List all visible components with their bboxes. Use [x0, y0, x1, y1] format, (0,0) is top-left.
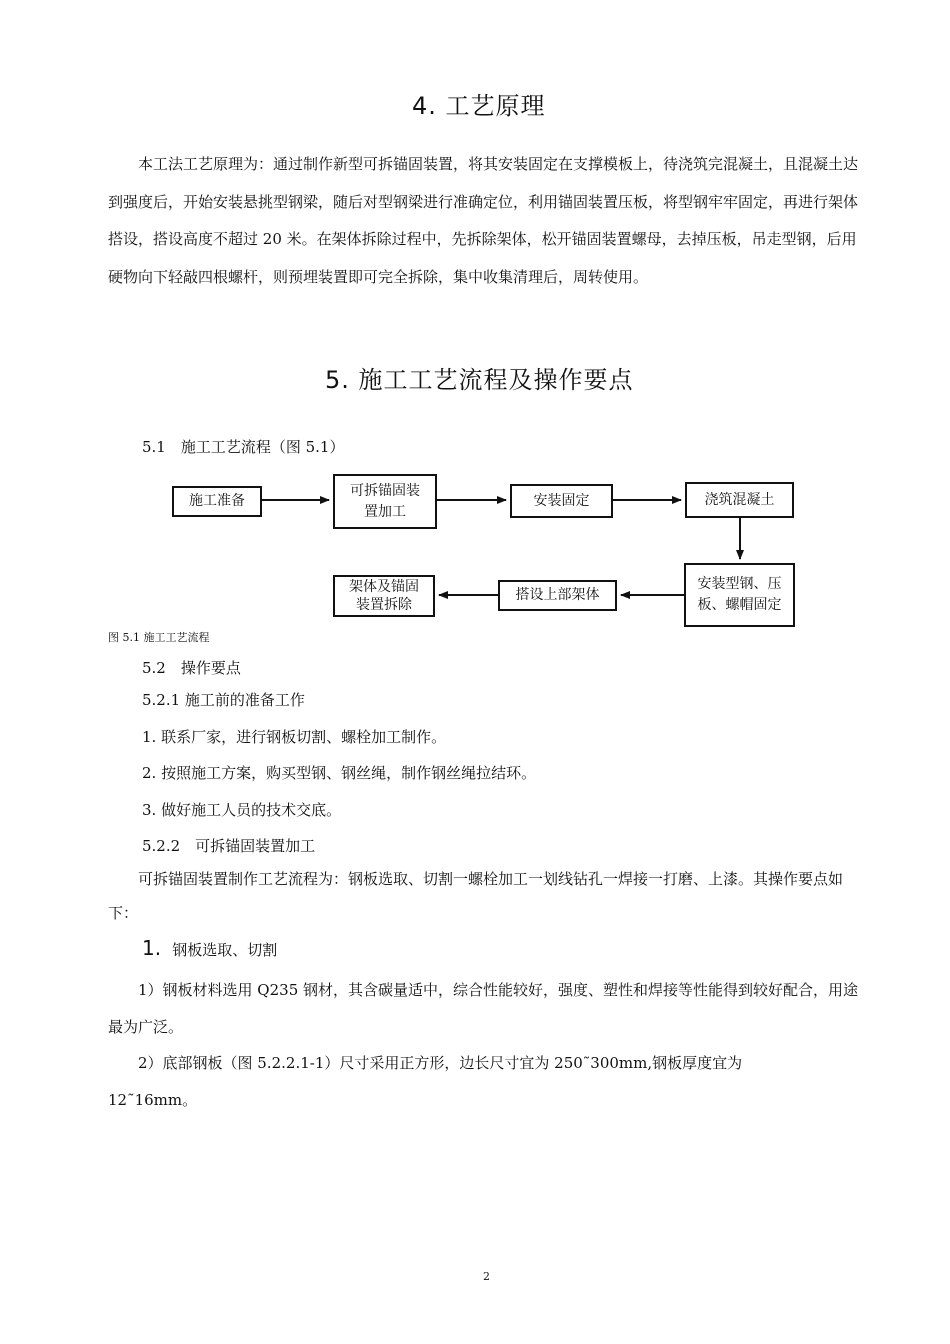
- section-4-title: 4. 工艺原理: [412, 92, 546, 120]
- flow-step-7: [333, 575, 435, 617]
- point-2-paragraph: 2）底部钢板（图 5.2.2.1-1）尺寸采用正方形，边长尺寸宜为 250˜300mm,钢板厚度宜为 12˜16mm。: [108, 1054, 743, 1109]
- subsection-5-2-2-heading: 5.2.2 可拆锚固装置加工: [142, 837, 316, 855]
- page-number: 2: [483, 1270, 490, 1283]
- item-1-heading: [142, 936, 277, 960]
- flow-step-6: 搭设上部架体: [498, 580, 617, 611]
- prep-item-2: 2. 按照施工方案，购买型钢、钢丝绳，制作钢丝绳拉结环。: [142, 764, 537, 782]
- flow-step-5-label: 安装型钢、压板、螺帽固定: [697, 576, 782, 613]
- point-1-paragraph: 1）钢板材料选用 Q235 钢材，其含碳量适中，综合性能较好，强度、塑性和焊接等性能得到较好配合，用途最为广泛。: [108, 981, 859, 1036]
- flow-step-5: [684, 563, 795, 627]
- flow-step-2: [333, 474, 437, 529]
- prep-item-3: 3. 做好施工人员的技术交底。: [142, 801, 342, 819]
- process-intro-paragraph: 可拆锚固装置制作工艺流程为：钢板选取、切割一螺栓加工一划线钻孔一焊接一打磨、上漆。其操作要点如下：: [108, 870, 844, 922]
- flow-step-3: 安装固定: [510, 484, 613, 518]
- subsection-5-2-1-heading: 5.2.1 施工前的准备工作: [142, 691, 305, 709]
- process-flowchart: [0, 0, 950, 640]
- prep-item-1: 1. 联系厂家，进行钢板切割、螺栓加工制作。: [142, 728, 447, 746]
- item-1-number: 1.: [142, 936, 162, 960]
- subsection-5-2-heading: 5.2 操作要点: [142, 659, 241, 677]
- flow-step-4: 浇筑混凝土: [685, 482, 794, 518]
- section-4-body: 本工法工艺原理为：通过制作新型可拆锚固装置，将其安装固定在支撑模板上，待浇筑完混凝土，且混凝土达到强度后，开始安装悬挑型钢梁，随后对型钢梁进行准确定位，利用锚固装置压板，将型钢牢牢固定，再进行架体搭设，搭设高度不超过 20 米。在架体拆除过程中，先拆除架体，松开锚固装置螺母，去掉压板，吊走型钢，后用硬物向下轻敲四根螺杆，则预埋装置即可完全拆除，集中收集清理后，周转使用。: [108, 155, 859, 286]
- subsection-5-1-heading: 5.1 施工工艺流程（图 5.1）: [142, 438, 345, 456]
- flow-step-2-label: 可拆锚固装置加工: [350, 482, 420, 520]
- item-1-title: 钢板选取、切割: [172, 941, 278, 959]
- flow-step-1: 施工准备: [172, 486, 262, 517]
- flow-arrows: [0, 0, 950, 640]
- flow-step-7-label: 架体及锚固装置拆除: [349, 579, 419, 613]
- figure-5-1-caption: 图 5.1 施工工艺流程: [108, 631, 210, 644]
- section-5-title: 5. 施工工艺流程及操作要点: [325, 366, 634, 394]
